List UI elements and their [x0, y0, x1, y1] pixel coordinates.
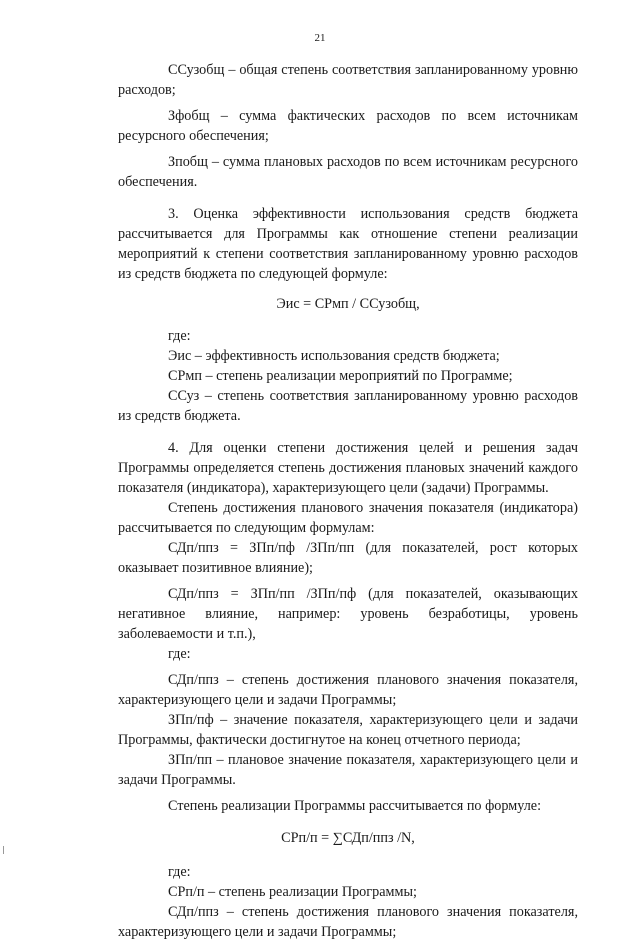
paragraph: Степень реализации Программы рассчитывается по формуле:	[168, 798, 542, 814]
paragraph: Зфобщ – сумма фактических расходов по всем источникам ресурсного обеспечения;	[118, 108, 578, 144]
document-body	[118, 60, 578, 942]
paragraph: Эис – эффективность использования средств бюджета;	[168, 348, 500, 364]
formula-positive: СДп/ппз = ЗПп/пф /ЗПп/пп (для показателей, рост которых оказывает позитивное влияние);	[118, 540, 578, 576]
paragraph: СДп/ппз – степень достижения планового значения показателя, характеризующего цели и задачи Программы;	[118, 904, 578, 940]
paragraph: СРмп – степень реализации мероприятий по Программе;	[168, 368, 513, 384]
scan-margin-mark	[3, 846, 4, 854]
paragraph: СРп/п – степень реализации Программы;	[168, 884, 417, 900]
page-number: 21	[314, 32, 326, 44]
paragraph: ЗПп/пф – значение показателя, характеризующего цели и задачи Программы, фактически достигнутое на конец отчетного периода;	[118, 712, 578, 748]
formula-efficiency: Эис = СРмп / ССузобщ,	[276, 296, 420, 312]
paragraph-where: где:	[168, 864, 191, 880]
paragraph-item-4: 4. Для оценки степени достижения целей и решения задач Программы определяется степень достижения плановых значений каждого показателя (индикатора), характеризующего цели (задачи) Программы.	[118, 440, 578, 496]
paragraph-item-3: 3. Оценка эффективности использования средств бюджета рассчитывается для Программы как отношение степени реализации мероприятий к степени соответствия запланированному уровню расходов из средств бюджета по следующей формуле:	[118, 206, 578, 282]
formula-negative: СДп/ппз = ЗПп/пп /ЗПп/пф (для показателей, оказывающих негативное влияние, например: уровень безработицы, уровень заболеваемости и т.п.),	[118, 586, 578, 642]
paragraph-where: где:	[168, 646, 191, 662]
paragraph: ССузобщ – общая степень соответствия запланированному уровню расходов;	[118, 62, 578, 98]
paragraph: Зпобщ – сумма плановых расходов по всем источникам ресурсного обеспечения.	[118, 154, 578, 190]
formula-program-realization: СРп/п = ∑СДп/ппз /N,	[281, 830, 415, 846]
paragraph-where: где:	[168, 328, 191, 344]
paragraph: СДп/ппз – степень достижения планового значения показателя, характеризующего цели и задачи Программы;	[118, 672, 578, 708]
paragraph: ССуз – степень соответствия запланированному уровню расходов из средств бюджета.	[118, 388, 578, 424]
paragraph: ЗПп/пп – плановое значение показателя, характеризующего цели и задачи Программы.	[118, 752, 578, 788]
paragraph: Степень достижения планового значения показателя (индикатора) рассчитывается по следующим формулам:	[118, 500, 578, 536]
